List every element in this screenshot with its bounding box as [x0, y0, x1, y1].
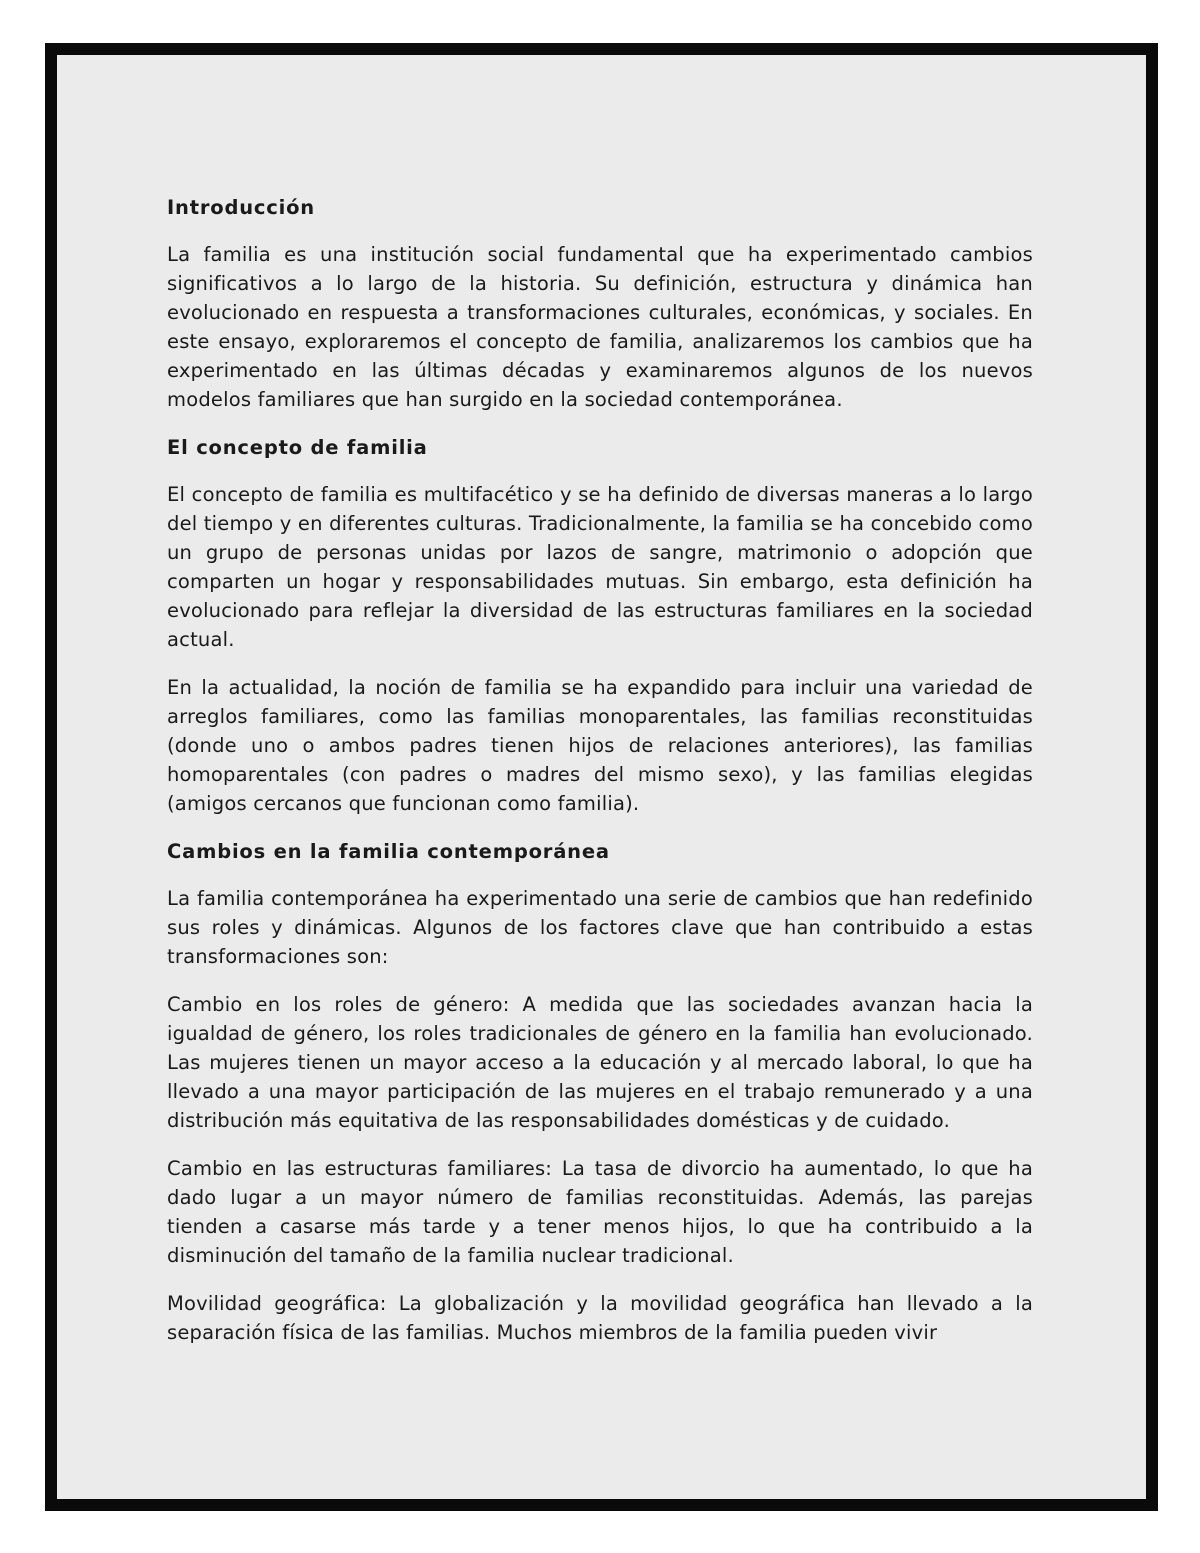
section-heading-cambios: Cambios en la familia contemporánea	[167, 840, 610, 863]
paragraph: Movilidad geográfica: La globalización y la movilidad geográfica han llevado a la separación física de las familias. Muchos miembros de la familia pueden vivir	[167, 1292, 1033, 1344]
paragraph: En la actualidad, la noción de familia se ha expandido para incluir una variedad de arreglos familiares, como las familias monoparentales, las familias reconstituidas (donde uno o ambos padres tienen hijos de relaciones anteriores), las familias homoparentales (con padres o madres del mismo sexo), y las familias elegidas (amigos cercanos que funcionan como familia).	[167, 676, 1033, 815]
section-heading-introduccion: Introducción	[167, 196, 315, 219]
section-heading-concepto: El concepto de familia	[167, 436, 428, 459]
document-body	[167, 193, 1033, 1366]
paragraph: La familia contemporánea ha experimentado una serie de cambios que han redefinido sus roles y dinámicas. Algunos de los factores clave que han contribuido a estas transformaciones son:	[167, 887, 1033, 968]
paragraph: El concepto de familia es multifacético y se ha definido de diversas maneras a lo largo del tiempo y en diferentes culturas. Tradicionalmente, la familia se ha concebido como un grupo de personas unidas por lazos de sangre, matrimonio o adopción que comparten un hogar y responsabilidades mutuas. Sin embargo, esta definición ha evolucionado para reflejar la diversidad de las estructuras familiares en la sociedad actual.	[167, 483, 1033, 651]
document-page	[50, 48, 1153, 1506]
paragraph: Cambio en los roles de género: A medida que las sociedades avanzan hacia la igualdad de género, los roles tradicionales de género en la familia han evolucionado. Las mujeres tienen un mayor acceso a la educación y al mercado laboral, lo que ha llevado a una mayor participación de las mujeres en el trabajo remunerado y a una distribución más equitativa de las responsabilidades domésticas y de cuidado.	[167, 993, 1033, 1132]
paragraph: La familia es una institución social fundamental que ha experimentado cambios significativos a lo largo de la historia. Su definición, estructura y dinámica han evolucionado en respuesta a transformaciones culturales, económicas, y sociales. En este ensayo, exploraremos el concepto de familia, analizaremos los cambios que ha experimentado en las últimas décadas y examinaremos algunos de los nuevos modelos familiares que han surgido en la sociedad contemporánea.	[167, 243, 1033, 411]
paragraph: Cambio en las estructuras familiares: La tasa de divorcio ha aumentado, lo que ha dado lugar a un mayor número de familias reconstituidas. Además, las parejas tienden a casarse más tarde y a tener menos hijos, lo que ha contribuido a la disminución del tamaño de la familia nuclear tradicional.	[167, 1157, 1033, 1267]
